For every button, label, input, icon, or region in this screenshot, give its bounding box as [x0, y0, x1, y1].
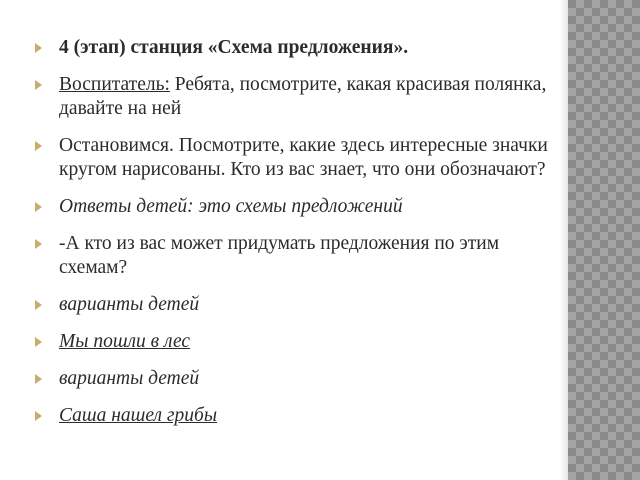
- variants-text: варианты детей: [59, 294, 200, 315]
- list-item-variants-1: [34, 293, 554, 317]
- stage-title: 4 (этап) станция «Схема предложения».: [59, 37, 409, 58]
- variants-text: варианты детей: [59, 368, 200, 389]
- question-text: Остановимся. Посмотрите, какие здесь интересные значки кругом нарисованы. Кто из вас знает, что они обозначают?: [59, 135, 548, 180]
- bullet-icon: [35, 411, 42, 421]
- list-item-sentence-2: [34, 404, 554, 428]
- bullet-icon: [35, 374, 42, 384]
- bullet-icon: [35, 300, 42, 310]
- list-item-answers: [34, 195, 554, 219]
- sentence-text: Саша нашел грибы: [59, 405, 218, 426]
- bullet-icon: [35, 80, 42, 90]
- list-item-prompt: [34, 232, 554, 280]
- list-item-variants-2: [34, 367, 554, 391]
- decorative-pattern-band: [568, 0, 640, 480]
- slide-content: [34, 36, 554, 441]
- decorative-band-edge: [560, 0, 568, 480]
- bullet-icon: [35, 239, 42, 249]
- list-item-teacher: [34, 73, 554, 121]
- teacher-label: Воспитатель:: [59, 74, 170, 95]
- bullet-icon: [35, 337, 42, 347]
- prompt-text: -А кто из вас может придумать предложения по этим схемам?: [59, 233, 500, 278]
- bullet-icon: [35, 43, 42, 53]
- answers-text: Ответы детей: это схемы предложений: [59, 196, 403, 217]
- bullet-icon: [35, 141, 42, 151]
- bullet-icon: [35, 202, 42, 212]
- list-item-question: [34, 134, 554, 182]
- teacher-text: Ребята, посмотрите, какая красивая полянка, давайте на ней: [59, 74, 547, 119]
- list-item-sentence-1: [34, 330, 554, 354]
- sentence-text: Мы пошли в лес: [59, 331, 191, 352]
- list-item-stage-title: [34, 36, 554, 60]
